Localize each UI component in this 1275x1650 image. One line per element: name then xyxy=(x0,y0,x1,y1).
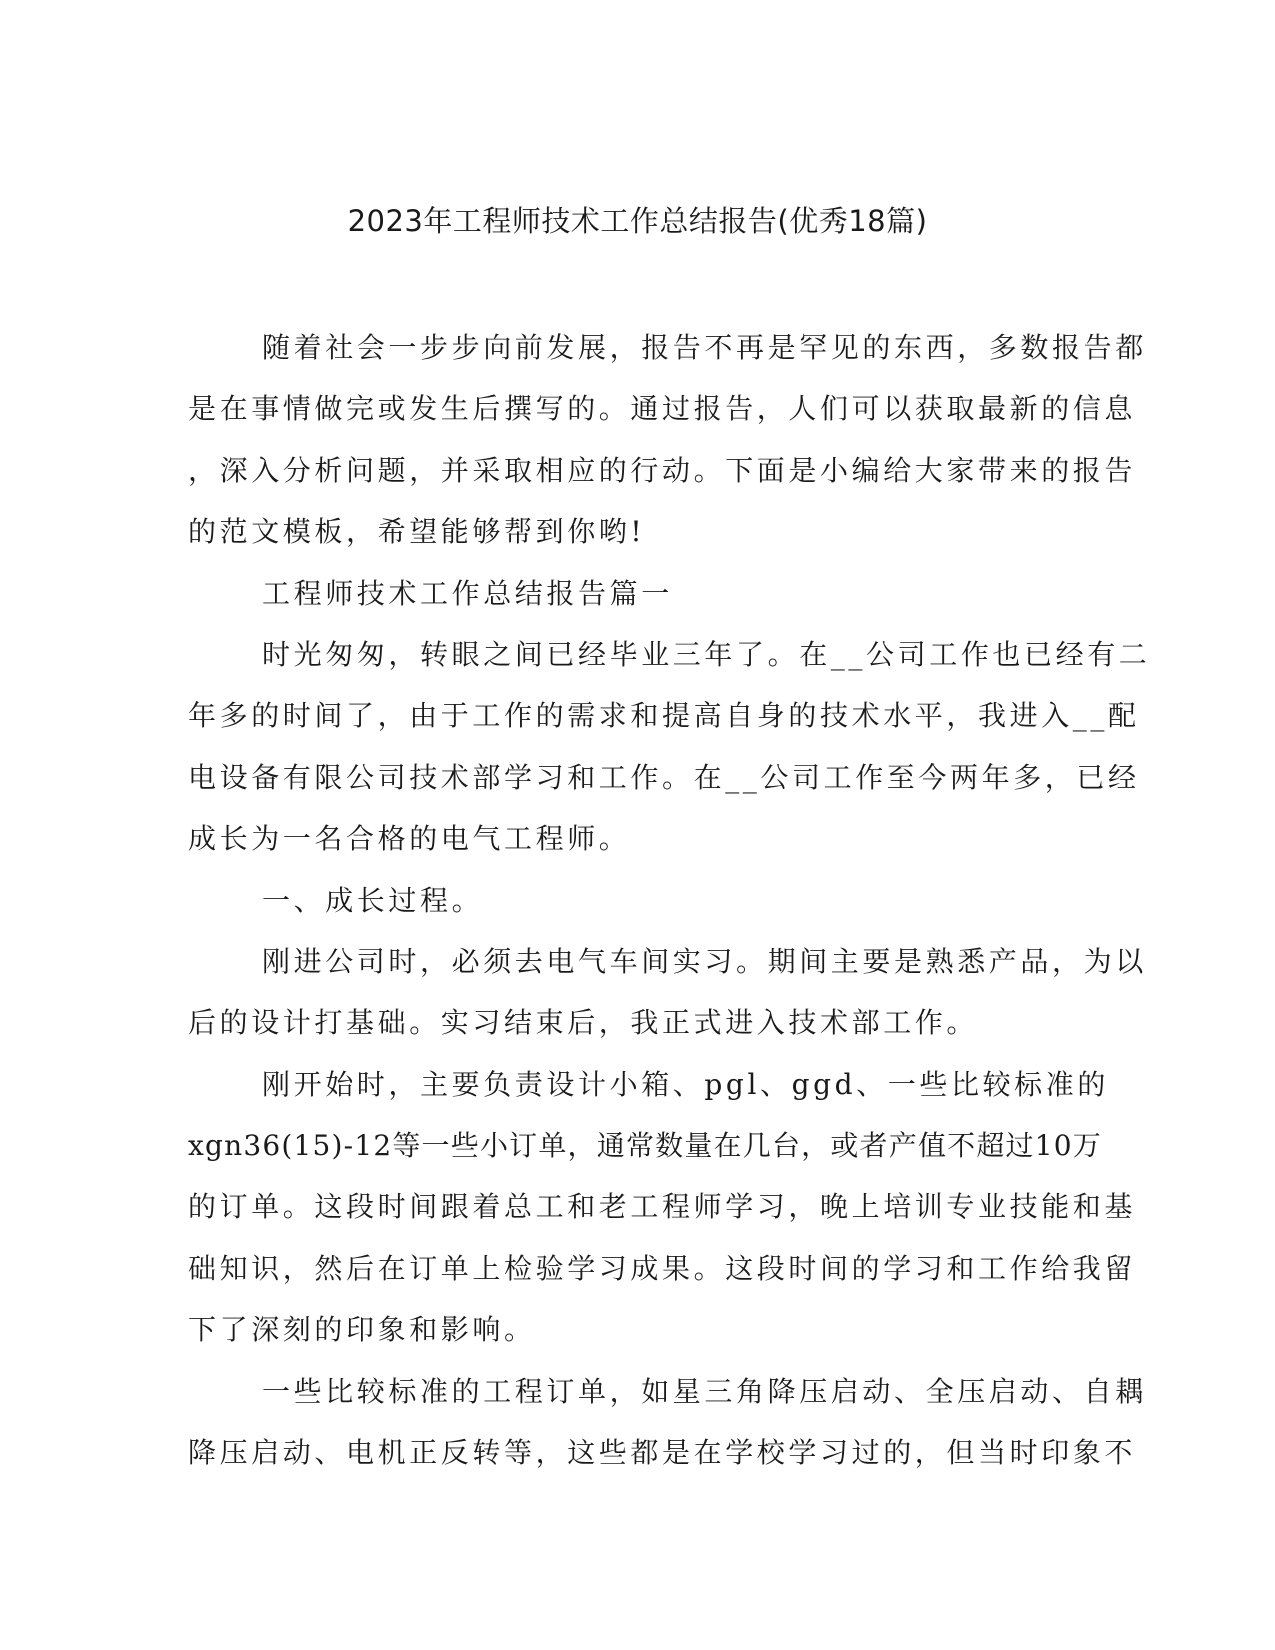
paragraph-line: 础知识，然后在订单上检验学习成果。这段时间的学习和工作给我留 xyxy=(188,1251,1137,1285)
paragraph-line: 降压启动、电机正反转等，这些都是在学校学习过的，但当时印象不 xyxy=(188,1436,1137,1470)
paragraph-line: 成长为一名合格的电气工程师。 xyxy=(188,822,631,856)
paragraph-line: 刚进公司时，必须去电气车间实习。期间主要是熟悉产品，为以 xyxy=(262,944,1147,978)
paragraph-line: 时光匆匆，转眼之间已经毕业三年了。在__公司工作也已经有二 xyxy=(262,637,1151,671)
paragraph-line: ，深入分析问题，并采取相应的行动。下面是小编给大家带来的报告 xyxy=(188,453,1137,487)
paragraph-line: 下了深刻的印象和影响。 xyxy=(188,1313,536,1347)
paragraph-line: 的订单。这段时间跟着总工和老工程师学习，晚上培训专业技能和基 xyxy=(188,1190,1137,1224)
document-body xyxy=(188,328,1151,1494)
paragraph-line: 刚开始时，主要负责设计小箱、pgl、ggd、一些比较标准的 xyxy=(262,1067,1109,1101)
paragraph-line: 是在事情做完或发生后撰写的。通过报告，人们可以获取最新的信息 xyxy=(188,392,1137,426)
section-heading: 工程师技术工作总结报告篇一 xyxy=(262,576,673,610)
paragraph-line: 年多的时间了，由于工作的需求和提高自身的技术水平，我进入__配 xyxy=(188,699,1140,733)
paragraph-line: 电设备有限公司技术部学习和工作。在__公司工作至今两年多，已经 xyxy=(188,760,1140,794)
paragraph-line: 随着社会一步步向前发展，报告不再是罕见的东西，多数报告都 xyxy=(262,331,1147,364)
paragraph-line: 后的设计打基础。实习结束后，我正式进入技术部工作。 xyxy=(188,1006,979,1040)
section-heading: 一、成长过程。 xyxy=(262,883,484,917)
paragraph-line: xgn36(15)-12等一些小订单，通常数量在几台，或者产值不超过10万 xyxy=(188,1129,1102,1163)
document-title: 2023年工程师技术工作总结报告(优秀18篇) xyxy=(347,204,928,238)
paragraph-line: 一些比较标准的工程订单，如星三角降压启动、全压启动、自耦 xyxy=(262,1374,1147,1408)
paragraph-line: 的范文模板，希望能够帮到你哟! xyxy=(188,515,646,549)
